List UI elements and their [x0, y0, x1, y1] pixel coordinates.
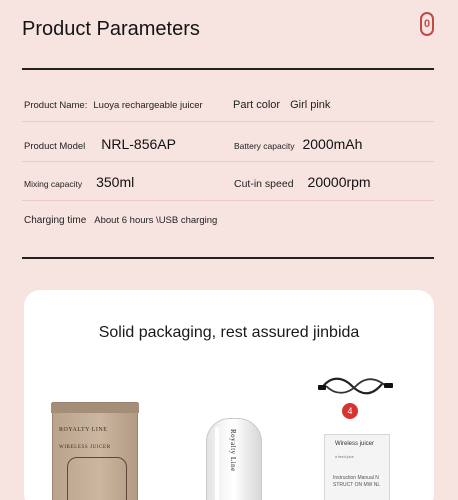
box-lid — [51, 403, 139, 413]
product-name-value: Luoya rechargeable juicer — [93, 100, 203, 111]
part-color-label: Part color — [233, 99, 281, 111]
instruction-manual-image — [324, 434, 390, 500]
cut-in-speed-label: Cut-in speed — [234, 178, 294, 190]
manual-line-1: Instruction Manual N — [333, 475, 379, 481]
box-brand-text: ROYALTY LINE — [59, 427, 108, 433]
battery-label: Battery capacity — [234, 141, 295, 151]
box-juicer-outline — [67, 457, 127, 500]
manual-line-2: STRUCT ON MW NL — [333, 482, 381, 488]
row-divider — [22, 161, 434, 162]
bottle-brand-text: Royalty Line — [229, 429, 237, 472]
box-type-text: WIRELESS JUICER — [59, 445, 111, 450]
cut-in-speed-value: 20000rpm — [307, 174, 371, 190]
bottle-highlight — [215, 427, 219, 500]
product-model-label: Product Model — [24, 141, 86, 152]
product-model-row — [24, 136, 176, 152]
part-color-row — [233, 99, 340, 111]
mixing-capacity-row — [24, 174, 134, 190]
manual-subtitle: a fresh juice — [335, 455, 354, 459]
charging-time-label: Charging time — [24, 215, 87, 226]
top-divider — [22, 68, 434, 70]
row-divider — [22, 121, 434, 122]
bottom-divider — [22, 257, 434, 259]
battery-value: 2000mAh — [302, 136, 363, 152]
usb-cable-image — [316, 374, 396, 398]
battery-row — [234, 136, 362, 152]
packaging-card — [24, 290, 434, 500]
packaging-subtitle: Solid packaging, rest assured jinbida — [98, 324, 360, 341]
manual-title: Wireless juicer — [335, 441, 375, 447]
gift-box-image — [52, 402, 138, 500]
juicer-bottle-image — [206, 418, 262, 500]
cable-number-badge: 4 — [342, 403, 358, 419]
page-title: Product Parameters — [22, 18, 200, 40]
charging-time-row — [24, 215, 217, 226]
mixing-capacity-value: 350ml — [96, 174, 135, 190]
charging-time-value: About 6 hours \USB charging — [94, 215, 218, 226]
mixing-capacity-label: Mixing capacity — [24, 179, 83, 189]
product-model-value: NRL-856AP — [101, 136, 176, 152]
product-name-label: Product Name: — [24, 100, 88, 111]
product-name-row — [24, 100, 203, 111]
part-color-value: Girl pink — [290, 99, 331, 111]
cut-in-speed-row — [234, 174, 371, 190]
row-divider — [22, 200, 434, 201]
corner-badge: 0 — [420, 12, 434, 36]
